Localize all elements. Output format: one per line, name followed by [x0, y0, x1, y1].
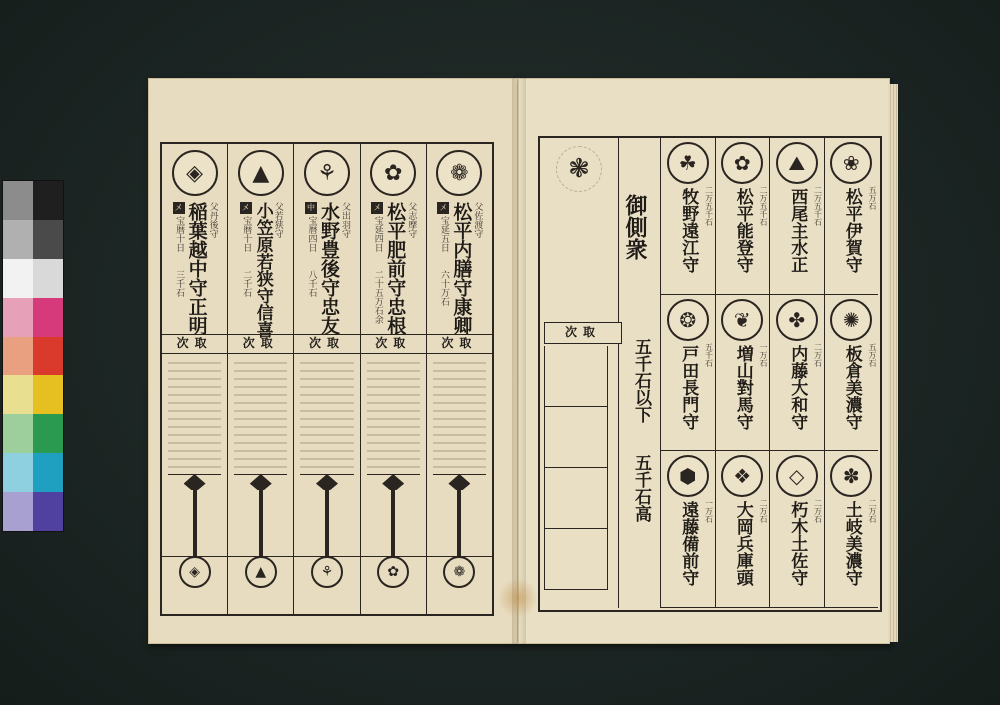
book-spine	[512, 78, 526, 644]
color-patch	[33, 259, 63, 298]
color-patch	[3, 181, 33, 220]
spear-icon	[325, 476, 329, 556]
family-crest-icon: ✿	[370, 150, 416, 196]
family-crest-icon: ❖	[721, 455, 763, 497]
daimyo-column-3	[293, 144, 359, 614]
torituki-label: 次取	[176, 336, 213, 350]
stipend-value: 五万石	[868, 342, 877, 367]
stipend-value: 二千石	[241, 270, 252, 297]
family-crest-icon: ❀	[830, 142, 872, 184]
official-name: 牧野遠江守	[678, 188, 699, 273]
color-checker-strip	[2, 180, 64, 532]
color-patch	[3, 259, 33, 298]
small-crest-icon: ✿	[377, 556, 409, 588]
daimyo-name: 松平肥前守忠根	[384, 202, 407, 335]
spear-icon	[259, 476, 263, 556]
family-crest-icon: ⛰	[776, 142, 818, 184]
cursive-script-block	[433, 356, 486, 475]
official-cell	[660, 295, 715, 452]
official-cell	[660, 138, 715, 295]
official-grid	[660, 138, 878, 608]
official-cell	[824, 451, 879, 608]
small-crest-icon: ◈	[179, 556, 211, 588]
stipend-value: 二万五千石	[759, 186, 768, 226]
daimyo-name: 小笠原若狭守信喜	[252, 202, 273, 338]
stipend-value: 八千石	[306, 270, 317, 297]
rank-label-lower: 五千石以下	[631, 338, 651, 423]
official-name: 戸田長門守	[678, 344, 699, 430]
family-crest-icon: ⚘	[304, 150, 350, 196]
family-crest-icon: ❂	[667, 299, 709, 341]
spear-icon	[391, 476, 395, 556]
color-patch	[33, 414, 63, 453]
family-crest-icon: ❦	[721, 299, 763, 341]
cursive-script-block	[234, 356, 287, 475]
stipend-value: 一万石	[704, 499, 714, 524]
torituki-label: 次取	[242, 336, 279, 350]
rank-badge: 中	[306, 203, 315, 212]
stipend-value: 二万五千石	[813, 186, 823, 226]
color-patch	[3, 220, 33, 259]
family-crest-icon: ⬢	[667, 455, 709, 497]
official-cell	[715, 451, 770, 608]
daimyo-column-2	[360, 144, 426, 614]
page-edge	[888, 84, 898, 642]
small-crest-icon: ⚘	[311, 556, 343, 588]
official-name: 土岐美濃守	[841, 501, 862, 587]
official-name: 大岡兵庫頭	[732, 501, 753, 587]
family-crest-icon: ◈	[172, 150, 218, 196]
family-crest-icon: ✽	[830, 455, 872, 497]
stipend-value: 一万石	[759, 342, 768, 367]
official-cell	[824, 295, 879, 452]
appointment-date: 宝暦四日	[306, 216, 317, 252]
torituki-label: 次取	[441, 336, 478, 350]
appointment-date: 宝延五日	[438, 216, 449, 252]
official-cell	[769, 451, 824, 608]
stipend-value: 三千石	[174, 270, 185, 297]
color-patch	[33, 453, 63, 492]
official-name: 板倉美濃守	[841, 344, 862, 430]
official-cell	[769, 138, 824, 295]
stipend-value: 六十万石	[438, 270, 449, 306]
empty-cell	[544, 407, 608, 468]
rank-badge: メ	[174, 203, 183, 212]
small-crest-icon: ❁	[443, 556, 475, 588]
torituki-label: 次取	[544, 322, 622, 344]
official-name: 増山對馬守	[732, 344, 753, 430]
stipend-value: 二万石	[813, 342, 823, 367]
official-cell	[715, 295, 770, 452]
official-cell	[660, 451, 715, 608]
father-note: 父佐渡守	[472, 202, 483, 238]
empty-cells	[544, 346, 608, 590]
official-cell	[769, 295, 824, 452]
family-crest-icon: ✤	[776, 299, 818, 341]
color-patch	[3, 375, 33, 414]
official-name: 内藤大和守	[787, 344, 808, 430]
official-name: 朽木土佐守	[787, 501, 808, 587]
father-note: 父志摩守	[406, 202, 417, 238]
father-note: 父丹後守	[207, 202, 218, 238]
stipend-value: 五万石	[868, 186, 877, 210]
stipend-value: 二万五千石	[704, 186, 714, 226]
color-patch	[3, 298, 33, 337]
daimyo-name: 松平内膳守康卿	[450, 202, 473, 335]
cursive-script-block	[168, 356, 221, 475]
color-patch	[3, 453, 33, 492]
color-patch	[33, 181, 63, 220]
section-title: 御側衆	[622, 194, 648, 260]
appointment-date: 宝延四日	[372, 216, 383, 252]
torituki-label: 次取	[308, 336, 345, 350]
stipend-value: 五千石	[704, 342, 714, 367]
faded-crest-icon: ❃	[556, 146, 602, 192]
appointment-date: 宝暦十日	[174, 216, 185, 252]
rank-badge: メ	[373, 203, 382, 212]
color-patch	[33, 337, 63, 376]
daimyo-column-4	[227, 144, 293, 614]
color-patch	[3, 492, 33, 531]
family-crest-icon: ◇	[776, 455, 818, 497]
paper-stain	[498, 578, 538, 618]
empty-cell	[544, 529, 608, 590]
left-page-table	[160, 142, 494, 616]
color-patch	[33, 220, 63, 259]
daimyo-name: 稲葉越中守正明	[185, 202, 208, 335]
cursive-script-block	[300, 356, 353, 475]
stipend-value: 二万石	[759, 499, 768, 524]
rank-badge: メ	[439, 203, 448, 212]
stipend-value: 二十五万石余	[372, 270, 383, 324]
father-note: 父若狭守	[272, 202, 283, 238]
daimyo-name: 水野豊後守忠友	[317, 202, 340, 335]
family-crest-icon: ▲	[238, 150, 284, 196]
official-cell	[824, 138, 879, 295]
official-name: 遠藤備前守	[678, 501, 699, 587]
color-patch	[3, 414, 33, 453]
official-name: 西尾主水正	[787, 188, 808, 273]
daimyo-column-5	[162, 144, 227, 614]
stipend-value: 二万石	[813, 499, 823, 524]
official-name: 松平能登守	[732, 188, 753, 273]
family-crest-icon: ✺	[830, 299, 872, 341]
right-page-table	[538, 136, 882, 612]
torituki-label: 次取	[375, 336, 412, 350]
small-crest-icon: ▲	[245, 556, 277, 588]
color-patch	[33, 375, 63, 414]
daimyo-column-1	[426, 144, 492, 614]
empty-cell	[544, 468, 608, 529]
cursive-script-block	[367, 356, 420, 475]
appointment-date: 宝暦十日	[241, 216, 252, 252]
empty-cell	[544, 346, 608, 407]
color-patch	[3, 337, 33, 376]
family-crest-icon: ✿	[721, 142, 763, 184]
color-patch	[33, 298, 63, 337]
father-note: 父出羽守	[339, 202, 350, 238]
rank-badge: メ	[241, 203, 250, 212]
official-cell	[715, 138, 770, 295]
spear-icon	[457, 476, 461, 556]
color-patch	[33, 492, 63, 531]
official-name: 松平伊賀守	[841, 188, 862, 273]
family-crest-icon: ❁	[436, 150, 482, 196]
spear-icon	[193, 476, 197, 556]
rank-label-high: 五千石高	[631, 454, 651, 522]
family-crest-icon: ☘	[667, 142, 709, 184]
stipend-value: 二万石	[868, 499, 877, 524]
